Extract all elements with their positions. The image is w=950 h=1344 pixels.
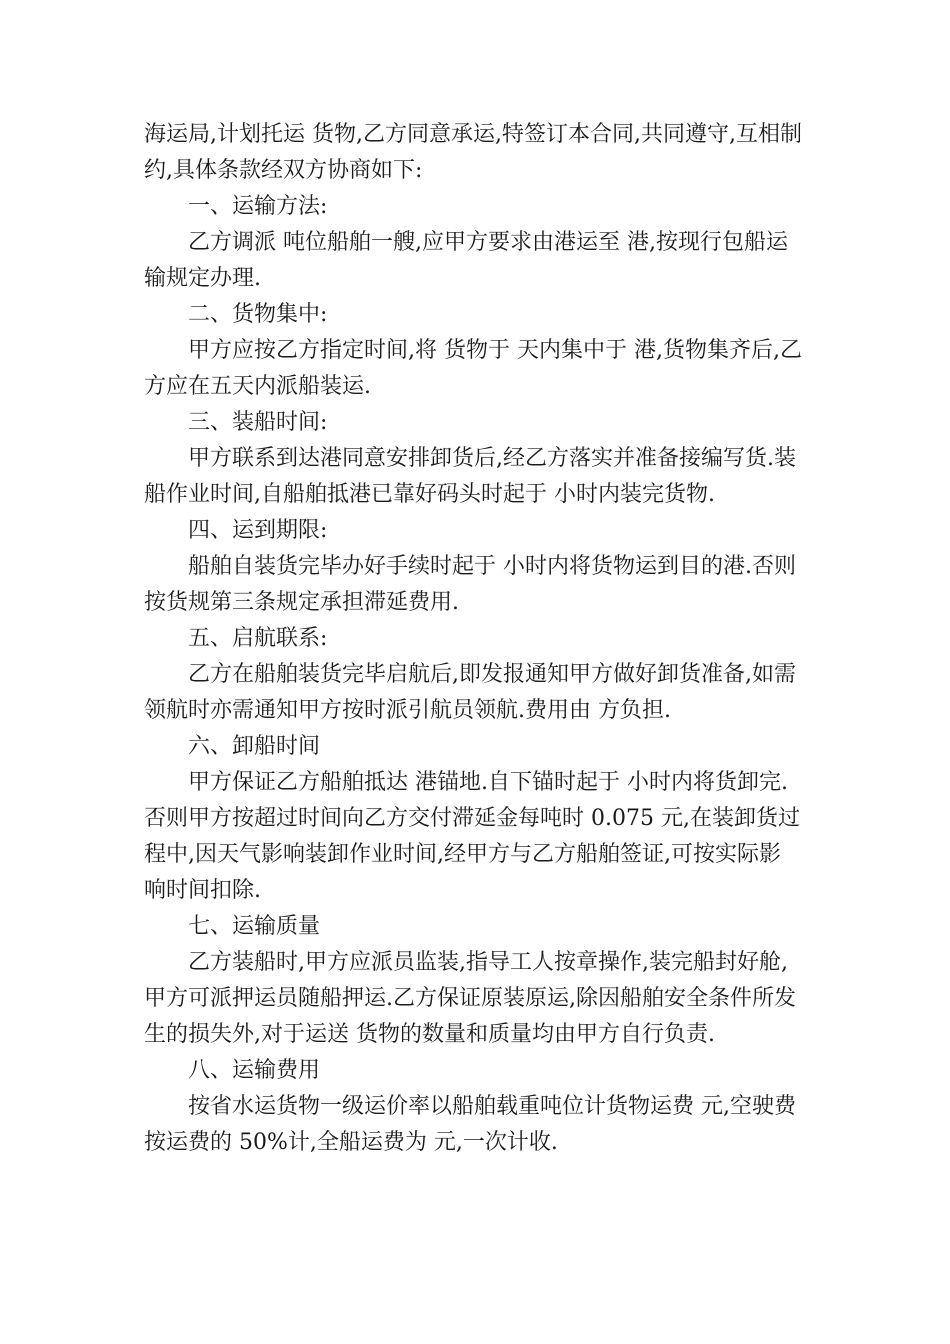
paragraph-line: 乙方在船舶装货完毕启航后,即发报通知甲方做好卸货准备,如需	[188, 662, 796, 687]
paragraph-line: 乙方装船时,甲方应派员监装,指导工人按章操作,装完船封好舱,	[188, 950, 788, 975]
section-heading: 五、启航联系:	[188, 626, 328, 651]
paragraph-line: 船舶自装货完毕办好手续时起于 小时内将货物运到目的港.否则	[188, 554, 796, 579]
paragraph-line: 程中,因天气影响装卸作业时间,经甲方与乙方船舶签证,可按实际影	[144, 842, 781, 867]
paragraph-line: 按货规第三条规定承担滞延费用.	[144, 590, 459, 615]
paragraph-line: 甲方可派押运员随船押运.乙方保证原装原运,除因船舶安全条件所发	[144, 986, 796, 1011]
paragraph-line: 甲方联系到达港同意安排卸货后,经乙方落实并准备接编写货.装	[188, 446, 796, 471]
intro-line: 海运局,计划托运 货物,乙方同意承运,特签订本合同,共同遵守,互相制	[144, 122, 802, 147]
paragraph-line: 甲方保证乙方船舶抵达 港锚地.自下锚时起于 小时内将货卸完.	[188, 770, 788, 795]
section-heading: 七、运输质量	[188, 914, 321, 939]
paragraph-line: 领航时亦需通知甲方按时派引航员领航.费用由 方负担.	[144, 698, 671, 723]
paragraph-line: 按运费的 50%计,全船运费为 元,一次计收.	[144, 1130, 558, 1155]
paragraph-line: 输规定办理.	[144, 266, 261, 291]
section-heading: 八、运输费用	[188, 1058, 321, 1083]
paragraph-line: 甲方应按乙方指定时间,将 货物于 天内集中于 港,货物集齐后,乙	[188, 338, 802, 363]
section-heading: 二、货物集中:	[188, 302, 328, 327]
section-heading: 四、运到期限:	[188, 518, 328, 543]
section-heading: 一、运输方法:	[188, 194, 328, 219]
paragraph-line: 乙方调派 吨位船舶一艘,应甲方要求由港运至 港,按现行包船运	[188, 230, 788, 255]
contract-page	[144, 117, 814, 1161]
section-heading: 六、卸船时间	[188, 734, 321, 759]
intro-line: 约,具体条款经双方协商如下:	[144, 158, 423, 183]
paragraph-line: 方应在五天内派船装运.	[144, 374, 371, 399]
section-heading: 三、装船时间:	[188, 410, 328, 435]
paragraph-line: 响时间扣除.	[144, 878, 261, 903]
paragraph-line: 按省水运货物一级运价率以船舶载重吨位计货物运费 元,空驶费	[188, 1094, 796, 1119]
paragraph-line: 船作业时间,自船舶抵港已靠好码头时起于 小时内装完货物.	[144, 482, 715, 507]
paragraph-line: 生的损失外,对于运送 货物的数量和质量均由甲方自行负责.	[144, 1022, 715, 1047]
paragraph-line: 否则甲方按超过时间向乙方交付滞延金每吨时 0.075 元,在装卸货过	[144, 806, 800, 831]
